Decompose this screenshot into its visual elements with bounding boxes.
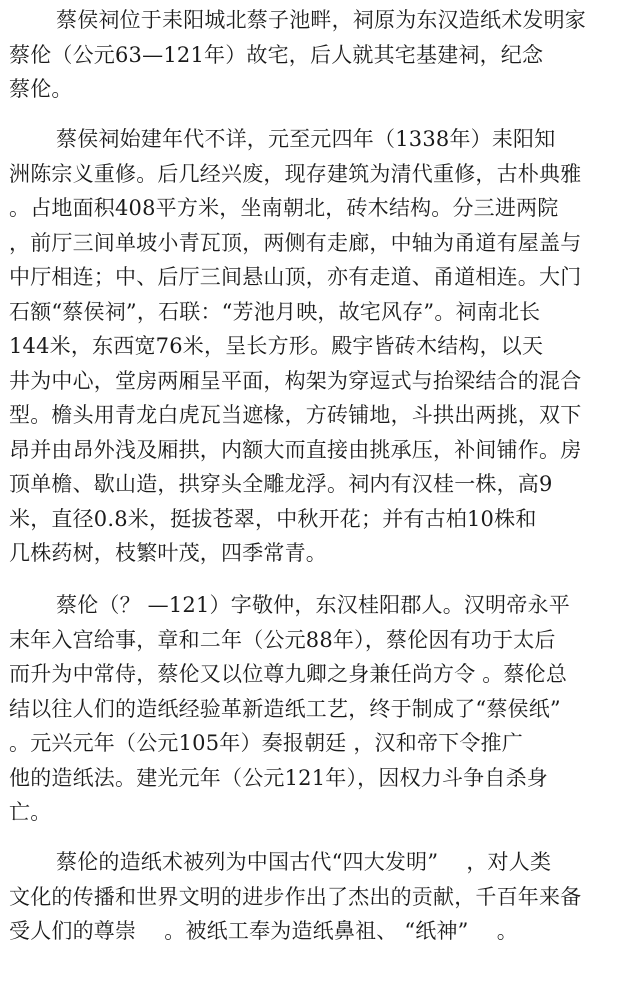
paragraph-intro xyxy=(0,3,640,107)
paragraph-legacy xyxy=(0,845,640,949)
text-line: 顶单檐、歇山造，拱穿头全雕龙浮。祠内有汉桂一株，高9 xyxy=(9,472,553,496)
text-line: 他的造纸法。建光元年（公元121年），因权力斗争自杀身 xyxy=(9,765,548,790)
text-line: 末年入宫给事，章和二年（公元88年），蔡伦因有功于太后 xyxy=(9,627,556,652)
text-line: ，前厅三间单坡小青瓦顶，两侧有走廊，中轴为甬道有屋盖与 xyxy=(9,230,582,255)
text-line: 蔡伦（公元63—121年）故宅，后人就其宅基建祠，纪念 xyxy=(9,42,544,67)
text-line: 亡。 xyxy=(9,800,52,824)
text-line: 石额“蔡侯祠”，石联：“芳池月映，故宅风存”。祠南北长 xyxy=(9,299,541,324)
text-line: 洲陈宗义重修。后几经兴废，现存建筑为清代重修，古朴典雅 xyxy=(9,161,582,186)
text-line: 井为中心，堂房两厢呈平面，构架为穿逗式与抬梁结合的混合 xyxy=(9,368,582,393)
text-line: 蔡伦（？ —121）字敬仲，东汉桂阳郡人。汉明帝永平 xyxy=(56,593,570,617)
text-line: 文化的传播和世界文明的进步作出了杰出的贡献，千百年来备 xyxy=(9,884,582,909)
text-line: 蔡侯祠位于耒阳城北蔡子池畔，祠原为东汉造纸术发明家 xyxy=(56,8,586,32)
text-line: 型。檐头用青龙白虎瓦当遮椽，方砖铺地，斗拱出两挑，双下 xyxy=(9,403,582,427)
text-line: 几株药树，枝繁叶茂，四季常青。 xyxy=(9,541,327,565)
text-line: 昂并由昂外浅及厢拱，内额大而直接由挑承压，补间铺作。房 xyxy=(9,437,582,462)
text-line: 中厅相连；中、后厅三间悬山顶，亦有走道、甬道相连。大门 xyxy=(9,265,582,289)
text-line: 144米，东西宽76米，呈长方形。殿宇皆砖木结构，以天 xyxy=(9,334,544,358)
text-line: 受人们的尊崇 。被纸工奉为造纸鼻祖、 “纸神” 。 xyxy=(9,919,518,943)
text-line: 蔡伦。 xyxy=(9,77,73,101)
text-line: 结以往人们的造纸经验革新造纸工艺，终于制成了“蔡侯纸” xyxy=(9,696,561,721)
text-line: 蔡侯祠始建年代不详，元至元四年（1338年）耒阳知 xyxy=(56,127,556,151)
paragraph-architecture xyxy=(0,122,640,571)
paragraph-cai-lun-bio xyxy=(0,588,640,830)
text-line: 。占地面积408平方米，坐南朝北，砖木结构。分三进两院 xyxy=(9,196,559,220)
text-line: 米，直径0.8米，挺拔苍翠，中秋开花；并有古柏10株和 xyxy=(9,506,537,531)
text-line: 蔡伦的造纸术被列为中国古代“四大发明” ，对人类 xyxy=(56,850,552,874)
text-line: 而升为中常侍，蔡伦又以位尊九卿之身兼任尚方令 。蔡伦总 xyxy=(9,662,568,686)
text-line: 。元兴元年（公元105年）奏报朝廷 ，汉和帝下令推广 xyxy=(9,731,523,755)
